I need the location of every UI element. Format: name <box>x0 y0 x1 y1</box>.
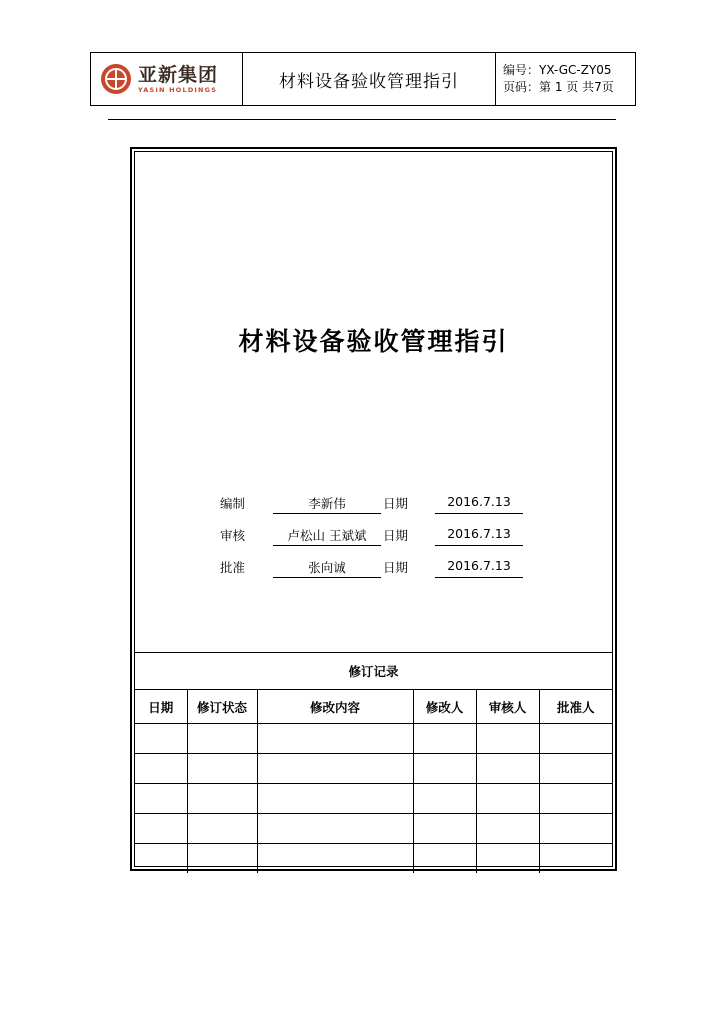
signature-label: 批准 <box>220 560 246 575</box>
document-title: 材料设备验收管理指引 <box>238 327 509 356</box>
table-cell <box>135 754 187 784</box>
cover-frame <box>130 147 617 871</box>
revision-table <box>135 689 612 873</box>
signature-name: 张向诚 <box>308 560 346 575</box>
table-cell <box>413 784 476 814</box>
table-cell <box>187 844 257 874</box>
name-underline <box>273 545 381 546</box>
table-row <box>135 724 612 754</box>
header-meta <box>496 53 635 105</box>
name-underline <box>273 513 381 514</box>
table-cell <box>135 724 187 754</box>
revision-record <box>135 652 612 866</box>
date-label: 日期 <box>383 528 409 543</box>
signature-label: 编制 <box>220 496 246 511</box>
header-rule <box>108 119 616 120</box>
table-cell <box>187 784 257 814</box>
table-cell <box>135 814 187 844</box>
column-header: 修改人 <box>413 690 476 724</box>
table-cell <box>257 784 413 814</box>
signature-date: 2016.7.13 <box>447 494 511 509</box>
table-row <box>135 754 612 784</box>
signature-date: 2016.7.13 <box>447 558 511 573</box>
column-header: 日期 <box>135 690 187 724</box>
name-underline <box>273 577 381 578</box>
column-header: 修订状态 <box>187 690 257 724</box>
date-label: 日期 <box>383 496 409 511</box>
table-cell <box>187 814 257 844</box>
company-name-en: YASIN HOLDINGS <box>138 85 218 94</box>
table-cell <box>476 814 539 844</box>
signature-label: 审核 <box>220 528 246 543</box>
page-info: 页码：第 1 页 共7页 <box>503 80 614 94</box>
table-cell <box>413 814 476 844</box>
logo-emblem-icon <box>101 64 131 94</box>
header-title: 材料设备验收管理指引 <box>243 53 496 105</box>
table-cell <box>476 724 539 754</box>
table-cell <box>476 844 539 874</box>
table-cell <box>539 724 612 754</box>
table-cell <box>539 784 612 814</box>
table-cell <box>539 814 612 844</box>
column-header: 批准人 <box>539 690 612 724</box>
table-cell <box>257 814 413 844</box>
signature-name: 卢松山 王斌斌 <box>287 528 367 543</box>
table-cell <box>413 724 476 754</box>
signature-row-approve <box>135 553 612 579</box>
table-row <box>135 784 612 814</box>
revision-title: 修订记录 <box>135 652 612 689</box>
signature-row-compile <box>135 489 612 515</box>
revision-header-row <box>135 690 612 724</box>
signature-name: 李新伟 <box>308 496 346 511</box>
table-cell <box>257 844 413 874</box>
table-cell <box>476 784 539 814</box>
date-underline <box>435 577 523 578</box>
table-cell <box>539 754 612 784</box>
table-cell <box>413 754 476 784</box>
document-code: 编号：YX-GC-ZY05 <box>503 63 612 77</box>
date-underline <box>435 545 523 546</box>
signature-date: 2016.7.13 <box>447 526 511 541</box>
table-cell <box>539 844 612 874</box>
table-cell <box>135 844 187 874</box>
table-cell <box>257 754 413 784</box>
date-underline <box>435 513 523 514</box>
company-name-cn: 亚新集团 <box>138 63 219 86</box>
table-cell <box>135 784 187 814</box>
table-cell <box>257 724 413 754</box>
table-cell <box>476 754 539 784</box>
column-header: 审核人 <box>476 690 539 724</box>
column-header: 修改内容 <box>257 690 413 724</box>
table-cell <box>187 724 257 754</box>
signature-row-review <box>135 521 612 547</box>
table-cell <box>413 844 476 874</box>
table-row <box>135 844 612 874</box>
date-label: 日期 <box>383 560 409 575</box>
document-header <box>90 52 636 106</box>
company-logo <box>91 53 243 105</box>
table-row <box>135 814 612 844</box>
table-cell <box>187 754 257 784</box>
